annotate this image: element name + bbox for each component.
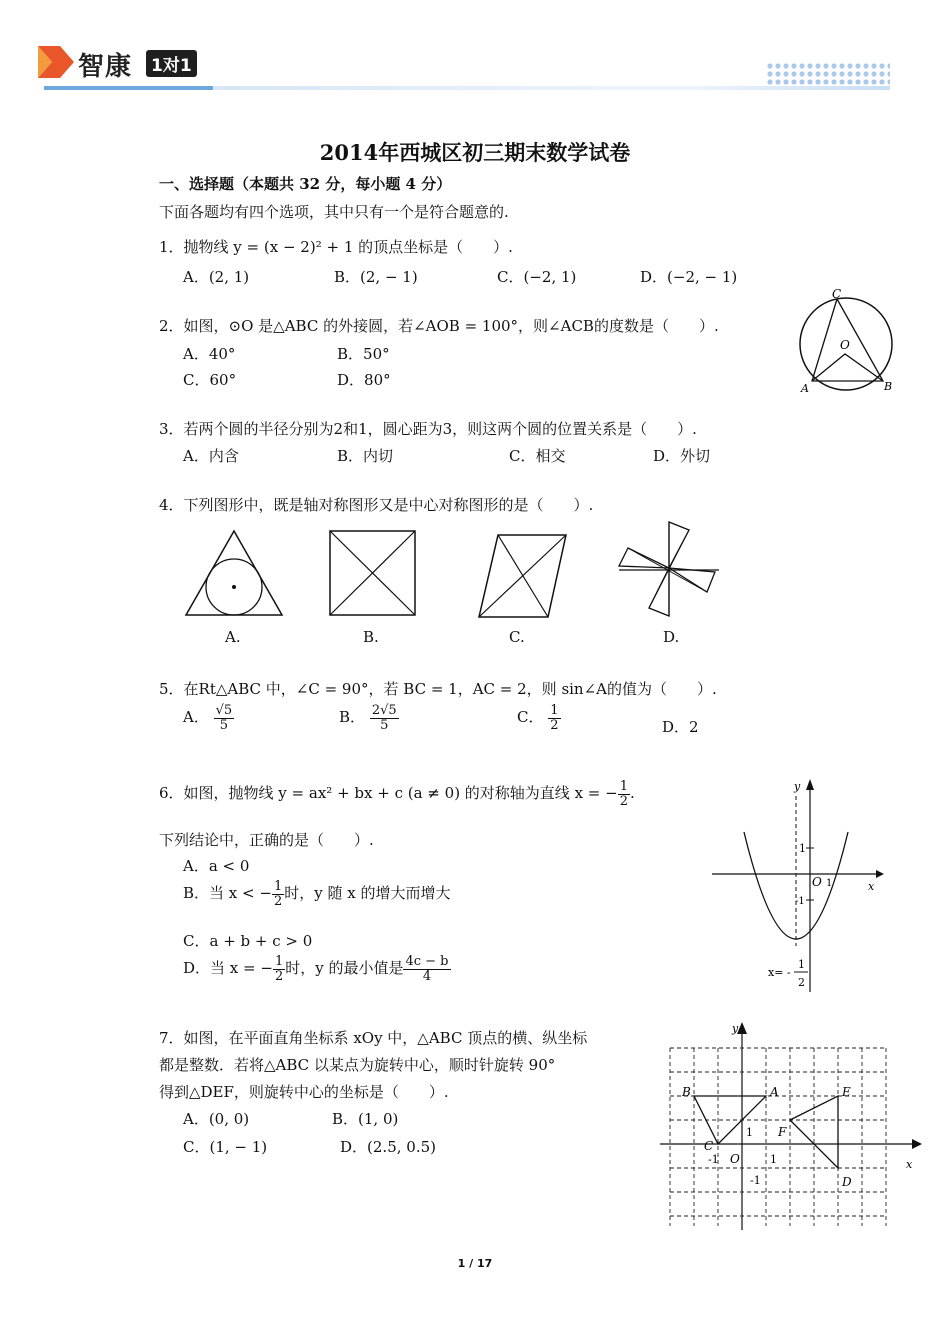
q4-label-b: B. [363, 628, 379, 646]
q2-option-a: A．40° [183, 345, 236, 363]
q6-option-c: C．a + b + c > 0 [183, 932, 313, 950]
q3-stem: 3．若两个圆的半径分别为2和1，圆心距为3，则这两个圆的位置关系是（ ）. [159, 420, 697, 438]
q6-stem [159, 780, 635, 808]
brand-logo-icon [38, 46, 74, 78]
page-title: 2014年西城区初三期末数学试卷 [319, 140, 631, 165]
q2-option-c: C．60° [183, 371, 237, 389]
q5-option-d: D．2 [662, 718, 699, 736]
q6-b-text2: 时，y 随 x 的增大而增大 [284, 884, 451, 903]
q6-b-numerator: 1 [273, 879, 283, 894]
q4-figure-b [328, 529, 418, 617]
q7-fig-y-label: y [732, 1022, 739, 1035]
q6-b-text1: B．当 x < − [183, 884, 272, 903]
brand-name: 智康 [78, 52, 133, 82]
page-number: 1 / 17 [457, 1257, 493, 1270]
q6-stem-end: . [630, 784, 635, 803]
q6-fig-axis-label: x= - [768, 966, 791, 979]
q2-label-a: A [801, 382, 809, 395]
header-dots-decoration [766, 62, 890, 86]
q6-option-d [183, 955, 451, 983]
q7-line2: 都是整数．若将△ABC 以某点为旋转中心，顺时针旋转 90° [159, 1056, 556, 1074]
q3-option-a: A．内含 [183, 447, 239, 465]
section-heading: 一、选择题（本题共 32 分，每小题 4 分） [159, 175, 452, 193]
q5-b-numerator: 2√5 [371, 703, 397, 718]
q5-option-a-label: A． [183, 708, 209, 727]
q2-label-o: O [840, 338, 850, 352]
q6-d-denominator: 2 [274, 968, 284, 984]
q6-d-fraction-numerator: 4c − b [405, 954, 449, 969]
q2-label-b: B [884, 380, 893, 393]
q7-fig-origin-label: O [730, 1152, 740, 1166]
q3-option-c: C．相交 [509, 447, 566, 465]
q6-fig-origin-label: O [812, 875, 822, 889]
q6-d-numerator: 1 [274, 954, 284, 969]
q6-d-text2: 时，y 的最小值是 [285, 959, 404, 978]
q6-fig-neg-one-label: -1 [795, 896, 805, 907]
q7-line3: 得到△DEF，则旋转中心的坐标是（ ）. [159, 1083, 449, 1101]
q2-option-b: B．50° [337, 345, 390, 363]
q2-label-c: C [832, 287, 842, 301]
q5-stem: 5．在Rt△ABC 中，∠C = 90°，若 BC = 1，AC = 2，则 sin∠A的值为（ ）. [159, 680, 717, 698]
q5-option-b [339, 704, 399, 732]
q6-stem-numerator: 1 [619, 779, 628, 794]
q1-option-d: D．(−2, − 1) [640, 268, 738, 286]
q7-fig-y-one: 1 [746, 1126, 753, 1139]
q2-stem: 2．如图，⊙O 是△ABC 的外接圆，若∠AOB = 100°，则∠ACB的度数是（ ）. [159, 317, 719, 335]
q6-fig-x-label: x [868, 880, 875, 893]
q6-option-b [183, 880, 450, 908]
q1-option-b: B．(2, − 1) [334, 268, 418, 286]
q7-line1: 7．如图，在平面直角坐标系 xOy 中，△ABC 顶点的横、纵坐标 [159, 1029, 588, 1047]
q7-fig-x-one: 1 [770, 1153, 777, 1166]
q4-label-c: C. [509, 628, 525, 646]
q5-c-denominator: 2 [550, 717, 559, 733]
q6-fig-axis-num: 1 [798, 958, 805, 971]
q5-option-a [183, 704, 234, 732]
q7-option-b: B．(1, 0) [332, 1110, 399, 1128]
q1-stem: 1．抛物线 y = (x − 2)² + 1 的顶点坐标是（ ）. [159, 238, 513, 256]
q4-stem: 4．下列图形中，既是轴对称图形又是中心对称图形的是（ ）. [159, 496, 594, 514]
q5-option-c-label: C． [517, 708, 544, 727]
q5-option-c [517, 704, 561, 732]
q4-label-a: A. [225, 628, 241, 646]
q4-figure-c [476, 533, 570, 619]
q7-fig-label-b: B [682, 1085, 691, 1099]
q7-fig-label-f: F [778, 1125, 787, 1139]
q3-option-d: D．外切 [653, 447, 711, 465]
q7-fig-label-e: E [842, 1085, 851, 1099]
q6-fig-x-one: 1 [826, 878, 833, 889]
q2-circle-figure [796, 286, 902, 396]
q6-fig-one-label: 1 [799, 842, 806, 855]
q6-option-a: A．a < 0 [183, 857, 250, 875]
q1-option-a: A．(2, 1) [183, 268, 250, 286]
section-instruction: 下面各题均有四个选项，其中只有一个是符合题意的. [159, 203, 509, 221]
q6-line2: 下列结论中，正确的是（ ）. [159, 831, 374, 849]
q1-option-c: C．(−2, 1) [497, 268, 577, 286]
q6-stem-text: 6．如图，抛物线 y = ax² + bx + c (a ≠ 0) 的对称轴为直线 x = − [159, 784, 618, 803]
q5-option-b-label: B． [339, 708, 366, 727]
q7-option-d: D．(2.5, 0.5) [340, 1138, 436, 1156]
q2-option-d: D．80° [337, 371, 391, 389]
q7-option-c: C．(1, − 1) [183, 1138, 268, 1156]
q4-figure-a [183, 528, 285, 618]
q3-option-b: B．内切 [337, 447, 394, 465]
q7-grid-figure [656, 1018, 928, 1232]
q5-c-numerator: 1 [550, 703, 559, 718]
q6-fig-axis-den: 2 [798, 976, 805, 989]
q5-a-numerator: √5 [215, 703, 233, 718]
q6-stem-denominator: 2 [619, 793, 628, 809]
q5-b-denominator: 5 [380, 717, 389, 733]
q7-option-a: A．(0, 0) [183, 1110, 250, 1128]
q7-fig-x-neg-one: -1 [708, 1153, 719, 1166]
q7-fig-label-a: A [770, 1085, 779, 1099]
q4-label-d: D. [663, 628, 680, 646]
q4-figure-d [616, 520, 722, 620]
q7-fig-label-c: C [704, 1139, 714, 1153]
header-divider [44, 86, 890, 90]
q6-parabola-figure [708, 776, 884, 998]
q5-a-denominator: 5 [219, 717, 229, 733]
q7-fig-label-d: D [842, 1175, 852, 1189]
brand-badge: 1对1 [146, 50, 197, 77]
q7-fig-y-neg-one: -1 [750, 1174, 761, 1187]
q6-d-text1: D．当 x = − [183, 959, 273, 978]
q6-b-denominator: 2 [273, 893, 283, 909]
q6-fig-y-label: y [794, 780, 801, 793]
q6-d-fraction-denominator: 4 [422, 968, 432, 984]
q7-fig-x-label: x [906, 1158, 913, 1171]
